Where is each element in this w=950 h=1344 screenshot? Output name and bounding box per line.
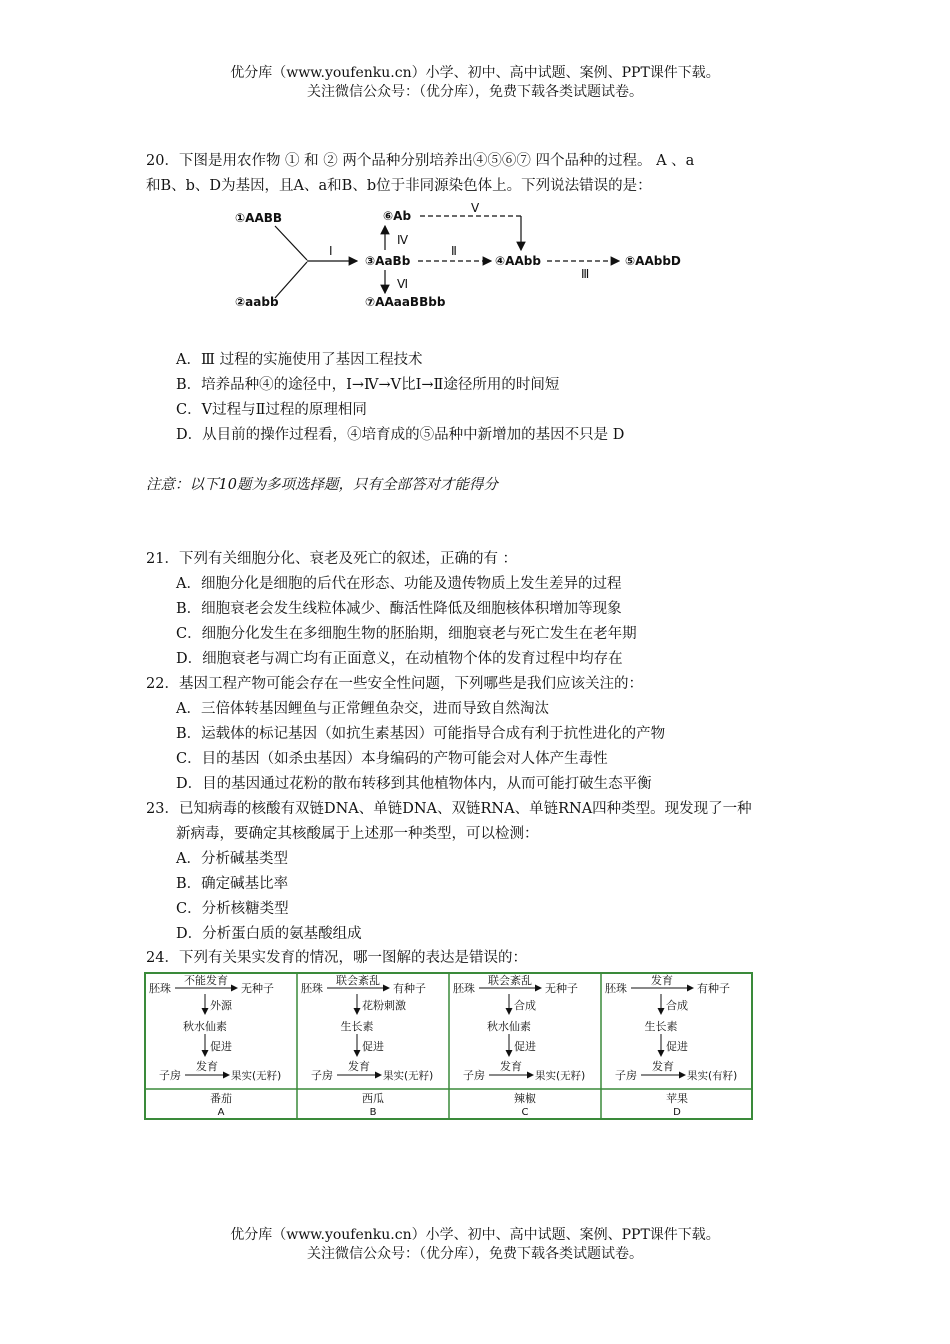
q23-stem-line2: 新病毒，要确定其核酸属于上述那一种类型，可以检测：	[176, 826, 539, 842]
panel-d-ovule: 胚珠	[605, 982, 627, 995]
page-footer	[0, 1226, 950, 1264]
panel-d-fruit-result: 果实(有籽)	[687, 1070, 738, 1082]
panel-a-fruit-result: 果实(无籽)	[231, 1070, 282, 1082]
q20-option-a: A．Ⅲ 过程的实施使用了基因工程技术	[176, 352, 423, 368]
node-3: ③AaBb	[365, 254, 411, 268]
merge-line-upper	[275, 226, 307, 260]
label-VI: Ⅵ	[397, 277, 409, 291]
q23-option-d: D．分析蛋白质的氨基酸组成	[176, 926, 362, 942]
q22-option-b: B．运载体的标记基因（如抗生素基因）可能指导合成有利于抗性进化的产物	[176, 726, 666, 742]
panel-b-hormone: 生长素	[340, 1020, 374, 1033]
panel-a-v2-label: 促进	[210, 1040, 232, 1053]
q21-option-d: D．细胞衰老与凋亡均有正面意义，在动植物个体的发育过程中均存在	[176, 651, 623, 667]
panel-d-bottom-arrow-label: 发育	[652, 1060, 674, 1073]
panel-a-seed-result: 无种子	[241, 982, 274, 995]
panel-a-hormone: 秋水仙素	[183, 1020, 227, 1033]
label-I: Ⅰ	[329, 244, 333, 258]
footer-line-2: 关注微信公众号：（优分库），免费下载各类试题试卷。	[307, 1246, 643, 1262]
q22-stem: 22．基因工程产物可能会存在一些安全性问题，下列哪些是我们应该关注的：	[146, 676, 643, 692]
panel-a-ovule: 胚珠	[149, 982, 171, 995]
panel-d-top-arrow-label: 发育	[651, 974, 673, 987]
label-II: Ⅱ	[451, 244, 457, 258]
footer-line-1: 优分库（www.youfenku.cn）小学、初中、高中试题、案例、PPT课件下载。	[230, 1227, 720, 1243]
label-V: Ⅴ	[471, 201, 480, 215]
panel-c-letter: C	[521, 1107, 529, 1118]
panel-b-top-arrow-label: 联会紊乱	[336, 974, 380, 987]
panel-a-v1-label: 外源	[210, 999, 232, 1012]
q23-option-c: C．分析核糖类型	[176, 901, 289, 917]
q23-stem-line1: 23．已知病毒的核酸有双链DNA、单链DNA、双链RNA、单链RNA四种类型。现发现了一种	[146, 801, 752, 817]
panel-d-v1-label: 合成	[666, 999, 688, 1012]
node-4: ④AAbb	[495, 254, 541, 268]
panel-d-hormone: 生长素	[644, 1020, 678, 1033]
panel-d-seed-result: 有种子	[697, 982, 730, 995]
breeding-diagram	[225, 198, 705, 313]
q21-option-b: B．细胞衰老会发生线粒体减少、酶活性降低及细胞核体积增加等现象	[176, 601, 622, 617]
panel-b-plant-name: 西瓜	[362, 1092, 384, 1105]
panel-d-letter: D	[673, 1107, 681, 1118]
node-2: ②aabb	[235, 295, 279, 309]
header-line-2: 关注微信公众号：（优分库），免费下载各类试题试卷。	[307, 84, 643, 100]
header-line-1: 优分库（www.youfenku.cn）小学、初中、高中试题、案例、PPT课件下载。	[230, 65, 720, 81]
panel-a-ovary: 子房	[159, 1069, 181, 1082]
panel-c-v2-label: 促进	[514, 1040, 536, 1053]
panel-b-ovule: 胚珠	[301, 982, 323, 995]
panel-c-top-arrow-label: 联会紊乱	[488, 974, 532, 987]
node-6: ⑥Ab	[383, 209, 412, 223]
node-5: ⑤AAbbD	[625, 254, 681, 268]
panel-b-bottom-arrow-label: 发育	[348, 1060, 370, 1073]
panel-c-seed-result: 无种子	[545, 982, 578, 995]
panel-c-fruit-result: 果实(无籽)	[535, 1070, 586, 1082]
q20-stem-line2: 和B、b、D为基因，且A、a和B、b位于非同源染色体上。下列说法错误的是：	[146, 178, 652, 194]
panel-a-letter: A	[217, 1107, 225, 1118]
label-IV: Ⅳ	[397, 233, 409, 247]
q20-option-c: C．Ⅴ过程与Ⅱ过程的原理相同	[176, 402, 367, 418]
panel-b-fruit-result: 果实(无籽)	[383, 1070, 434, 1082]
panel-d-ovary: 子房	[615, 1069, 637, 1082]
node-7: ⑦AAaaBBbb	[365, 295, 446, 309]
panel-c-v1-label: 合成	[514, 999, 536, 1012]
q24-stem: 24．下列有关果实发育的情况，哪一图解的表达是错误的：	[146, 950, 527, 966]
q23-option-b: B．确定碱基比率	[176, 876, 289, 892]
panel-c-plant-name: 辣椒	[514, 1092, 536, 1105]
node-1: ①AABB	[235, 211, 283, 225]
q20-option-d: D．从目前的操作过程看，④培育成的⑤品种中新增加的基因不只是 D	[176, 427, 625, 443]
multiple-choice-note: 注意：以下10题为多项选择题，只有全部答对才能得分	[146, 477, 498, 493]
q22-option-a: A．三倍体转基因鲤鱼与正常鲤鱼杂交，进而导致自然淘汰	[176, 701, 549, 717]
panel-b-seed-result: 有种子	[393, 982, 426, 995]
q23-option-a: A．分析碱基类型	[176, 851, 288, 867]
panel-b-letter: B	[369, 1107, 377, 1118]
panel-c-hormone: 秋水仙素	[487, 1020, 531, 1033]
q21-option-a: A．细胞分化是细胞的后代在形态、功能及遗传物质上发生差异的过程	[176, 576, 622, 592]
q22-option-d: D．目的基因通过花粉的散布转移到其他植物体内，从而可能打破生态平衡	[176, 776, 652, 792]
panel-b-ovary: 子房	[311, 1069, 333, 1082]
panel-c-bottom-arrow-label: 发育	[500, 1060, 522, 1073]
label-III: Ⅲ	[581, 267, 590, 281]
q20-option-b: B．培养品种④的途径中，Ⅰ→Ⅳ→Ⅴ比Ⅰ→Ⅱ途径所用的时间短	[176, 377, 560, 393]
panel-b-v2-label: 促进	[362, 1040, 384, 1053]
q21-option-c: C．细胞分化发生在多细胞生物的胚胎期，细胞衰老与死亡发生在老年期	[176, 626, 637, 642]
panel-c-ovule: 胚珠	[453, 982, 475, 995]
merge-line-lower	[275, 262, 307, 298]
panel-a-plant-name: 番茄	[210, 1092, 232, 1105]
fruit-development-table	[144, 972, 754, 1122]
page-header	[0, 64, 950, 102]
q21-stem: 21．下列有关细胞分化、衰老及死亡的叙述，正确的有 ：	[146, 551, 518, 567]
panel-a-bottom-arrow-label: 发育	[196, 1060, 218, 1073]
q20-stem-line1: 20．下图是用农作物 ① 和 ② 两个品种分别培养出④⑤⑥⑦ 四个品种的过程。 A 、a	[146, 153, 695, 169]
panel-d-plant-name: 苹果	[666, 1092, 688, 1105]
panel-d-v2-label: 促进	[666, 1040, 688, 1053]
panel-b-v1-label: 花粉刺激	[362, 999, 406, 1012]
panel-a-top-arrow-label: 不能发育	[184, 974, 228, 987]
panel-c-ovary: 子房	[463, 1069, 485, 1082]
q22-option-c: C．目的基因（如杀虫基因）本身编码的产物可能会对人体产生毒性	[176, 751, 608, 767]
